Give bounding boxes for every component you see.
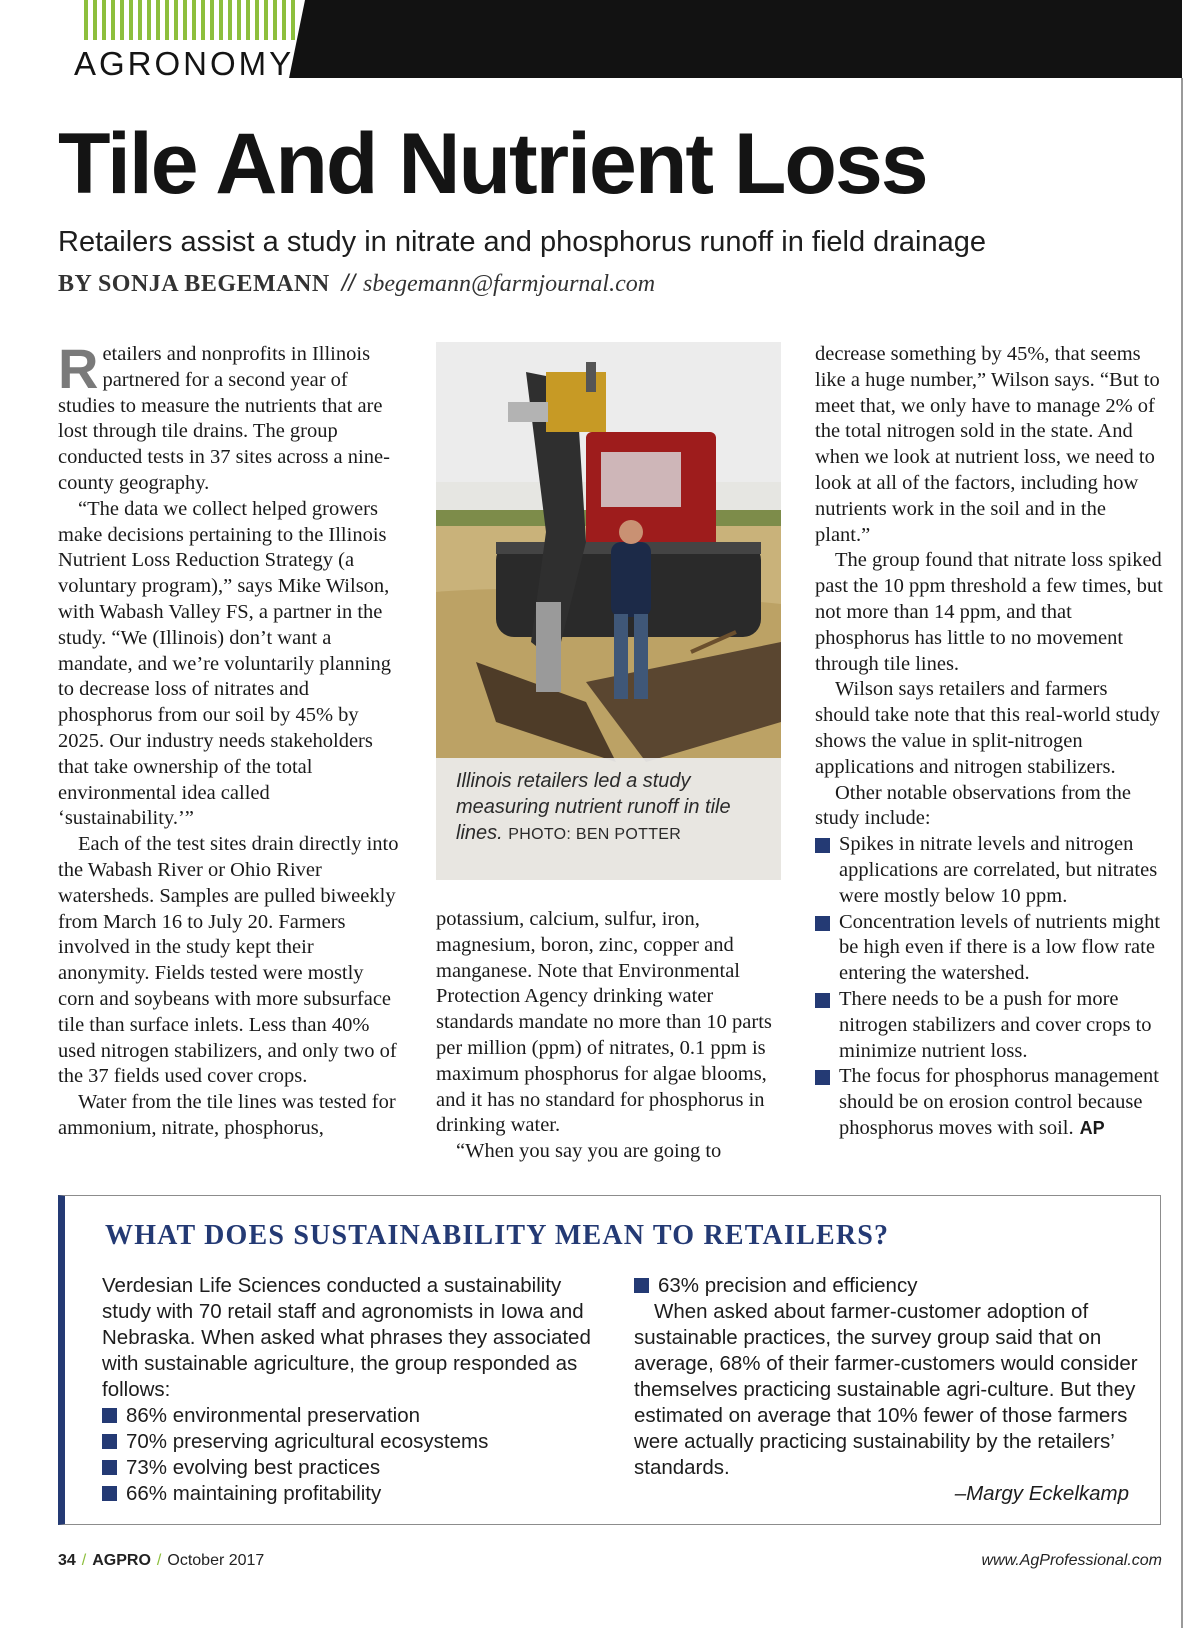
article-subtitle: Retailers assist a study in nitrate and phosphorus runoff in field drainage [58,226,987,258]
sidebar-column-2 [634,1273,1139,1507]
article-paragraph: decrease something by 45%, that seems like a huge number,” Wilson says. “But to meet that, we only have to manage 2% of the total nitrogen sold in the state. And when we look at nutrient loss, we need to look at all of the factors, including how nutrients work in the soil and in the plant.” [815,343,1160,546]
section-stripes [84,0,296,40]
article-paragraph: Wilson says retailers and farmers should take note that this real-world study shows the value in split-nitrogen applications and nitrogen stabilizers. [815,678,1161,778]
footer-slash: / [156,1552,162,1569]
drop-cap: R [58,337,99,400]
article-paragraph: Each of the test sites drain directly into the Wabash River or Ohio River watersheds. Samples are pulled biweekly from March 16 to July 20. Farmers involved in the study kept their anonymity. Fields tested were mostly corn and soybeans with more subsurface tile than surface inlets. Less than 40% used nitrogen stabilizers, and only two of the 37 fields used cover crops. [58,833,399,1088]
observations-list [815,832,1165,1142]
byline-author: BY SONJA BEGEMANN [58,271,330,297]
article-paragraph: “The data we collect helped growers make decisions pertaining to the Illinois Nutrient Loss Reduction Strategy (a voluntary program),” says Mike Wilson, with Wabash Valley FS, a partner in the study. “We (Illinois) don’t want a mandate, and we’re voluntarily planning to decrease loss of nitrates and phosphorus from our soil by 45% by 2025. Our industry needs stakeholders that take ownership of the total environmental idea called ‘sustainability.’” [58,497,392,830]
page-edge-rule [1181,78,1183,1628]
photo-credit: PHOTO: BEN POTTER [508,826,682,843]
sidebar-column-1 [102,1273,592,1507]
list-item: 70% preserving agricultural ecosystems [102,1429,592,1455]
footer-folio [58,1552,264,1570]
caption-text: Illinois retailers led a study measuring nutrient runoff in tile lines. [456,770,731,844]
byline [58,268,655,300]
magazine-name: AGPRO [92,1552,151,1569]
article-paragraph: Water from the tile lines was tested for ammonium, nitrate, phosphorus, [58,1091,396,1139]
photo-caption [436,758,781,880]
byline-email[interactable]: sbegemann@farmjournal.com [363,271,656,297]
footer-slash: / [81,1552,87,1569]
list-item: There needs to be a push for more nitrogen stabilizers and cover crops to minimize nutrient loss. [815,987,1165,1064]
section-label: AGRONOMY [74,45,295,82]
sidebar-attribution: –Margy Eckelkamp [954,1482,1129,1505]
list-item: 66% maintaining profitability [102,1481,592,1507]
sidebar-box [58,1195,1161,1525]
article-column-3 [815,342,1165,1142]
article-title: Tile And Nutrient Loss [58,116,927,212]
list-item: Concentration levels of nutrients might be high even if there is a low flow rate entering the watershed. [815,910,1165,987]
article-paragraph: Other notable observations from the study include: [815,781,1132,830]
article-paragraph: The group found that nitrate loss spiked past the 10 ppm threshold a few times, but not more than 14 ppm, and that phosphorus has little to no movement through tile lines. [815,549,1163,675]
survey-results-list-cont [634,1273,1139,1299]
list-item: 63% precision and efficiency [634,1273,1139,1299]
byline-separator: // [341,270,355,297]
sidebar-title: WHAT DOES SUSTAINABILITY MEAN TO RETAILERS? [105,1220,890,1251]
article-paragraph: Retailers and nonprofits in Illinois partnered for a second year of studies to measure the nutrients that are lost through tile drains. The group conducted tests in 37 sites across a nine-county geography. [58,337,390,494]
page-number: 34 [58,1552,76,1569]
end-mark: AP [1079,1117,1105,1138]
footer-website[interactable]: www.AgProfessional.com [981,1552,1162,1569]
list-item: The focus for phosphorus management should be on erosion control because phosphorus moves with soil. AP [815,1064,1165,1141]
article-paragraph: potassium, calcium, sulfur, iron, magnesium, boron, zinc, copper and manganese. Note that Environmental Protection Agency drinking water standards mandate no more than 10 parts per million (ppm) of nitrates, 0.1 ppm is maximum phosphorus for algae blooms, and it has no standard for phosphorus in drinking water. [436,908,772,1137]
list-item: Spikes in nitrate levels and nitrogen applications are correlated, but nitrates were mostly below 10 ppm. [815,832,1165,909]
list-item: 86% environmental preservation [102,1403,592,1429]
article-column-2 [436,907,781,1165]
sidebar-intro: Verdesian Life Sciences conducted a sustainability study with 70 retail staff and agronomists in Iowa and Nebraska. When asked what phrases they associated with sustainable agriculture, the group responded as follows: [102,1274,591,1401]
article-paragraph: “When you say you are going to [456,1140,722,1163]
sidebar-paragraph: When asked about farmer-customer adoption of sustainable practices, the survey group said that on average, 68% of their farmer-customers would consider themselves practicing sustainable agri-culture. But they estimated on average that 10% fewer of those farmers were actually practicing sustainability by the retailers’ standards. [634,1300,1138,1479]
list-item: 73% evolving best practices [102,1455,592,1481]
survey-results-list [102,1403,592,1507]
issue-date: October 2017 [167,1552,265,1569]
article-column-1 [58,337,403,1142]
